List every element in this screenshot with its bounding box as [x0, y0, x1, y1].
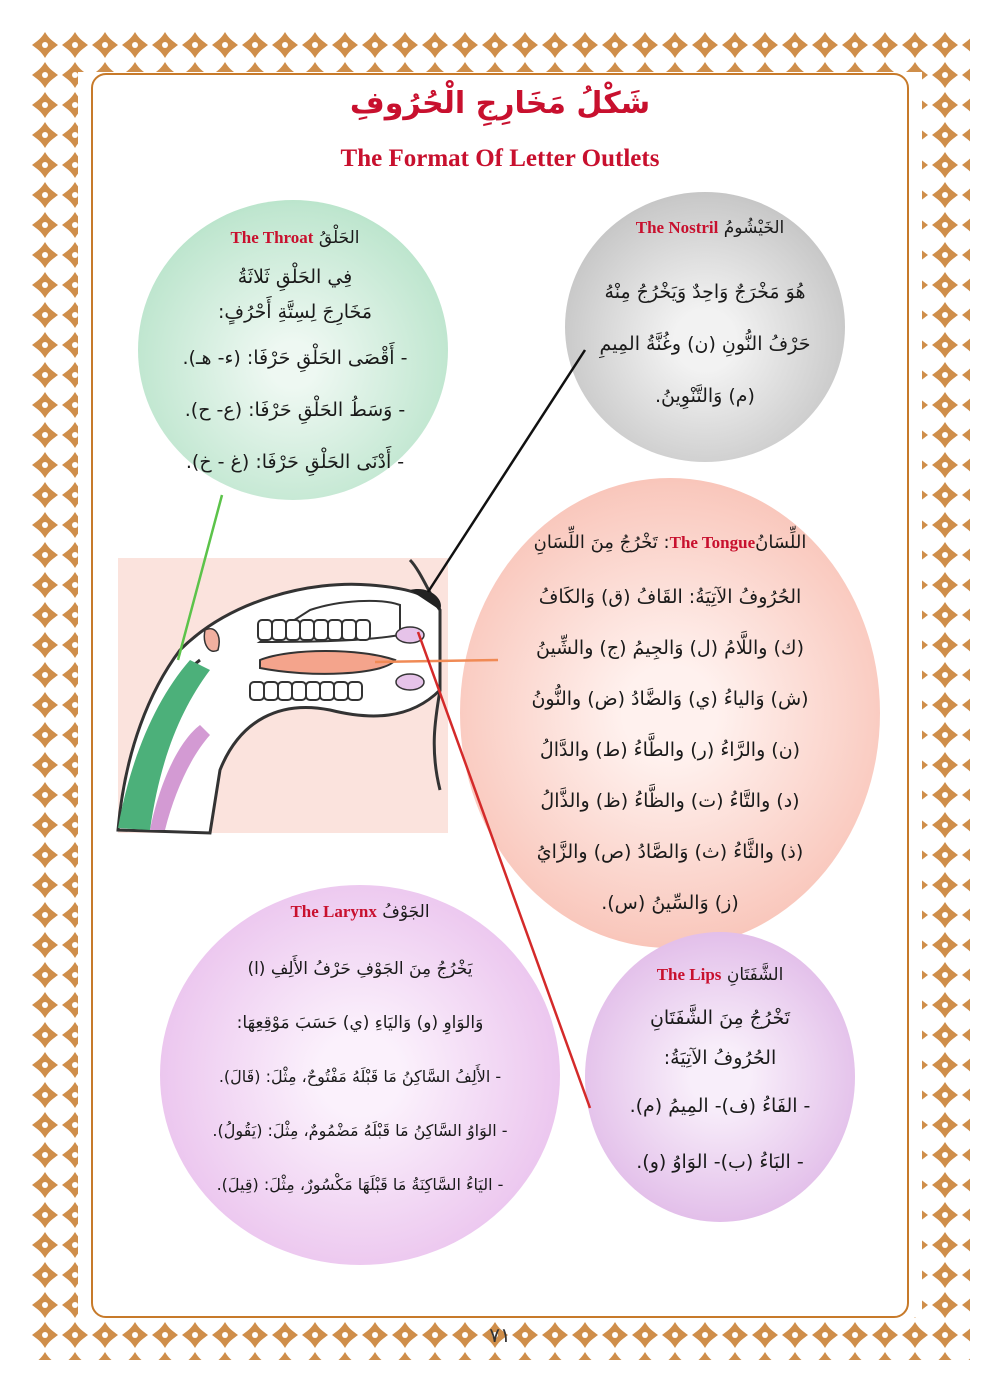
tongue-line: (ذ) والثَّاءُ (ث) وَالصَّادُ (ص) والزَّايُ [536, 841, 804, 863]
tongue-line: (د) والتَّاءُ (ت) والظَّاءُ (ظ) والذَّالُ [540, 790, 800, 812]
lips-line: - البَاءُ (ب)- الوَاوُ (و). [636, 1151, 804, 1173]
larynx-heading-arabic: الجَوْفُ [382, 902, 430, 922]
throat-text [150, 262, 440, 488]
larynx-text [170, 942, 550, 1212]
lips-heading [620, 965, 820, 985]
tongue-line: الحُرُوفُ الآتِيَةُ: القَافُ (ق) وَالكَافُ [538, 586, 802, 608]
page-title-arabic: شَكْلُ مَخَارِجِ الْحُرُوفِ [349, 86, 651, 121]
larynx-line: يَخْرُجُ مِنَ الجَوْفِ حَرْفُ الأَلِفِ (ا) [247, 959, 473, 979]
larynx-heading-english: The Larynx [290, 902, 377, 921]
tongue-line: (ش) وَالياءُ (ي) وَالضَّادُ (ض) والنُّونُ [531, 688, 809, 710]
tongue-line: (ك) واللَّامُ (ل) وَالجِيمُ (ج) والشِّينُ [535, 637, 805, 659]
lips-heading-arabic: الشَّفَتَانِ [726, 965, 784, 985]
nostril-text [580, 266, 830, 422]
tongue-heading [500, 532, 840, 553]
tongue-heading-english: The Tongue [669, 533, 756, 552]
throat-heading-english: The Throat [230, 228, 314, 247]
tongue-heading-intro: : تَخْرُجُ مِنَ اللِّسَانِ [533, 532, 670, 553]
throat-line: فِي الحَلْقِ ثَلاثَةُ [237, 266, 353, 288]
nostril-heading-english: The Nostril [635, 218, 719, 237]
throat-line: - وَسَطُ الحَلْقِ حَرْفَا: (ع- ح). [184, 399, 406, 421]
lips-heading-english: The Lips [656, 965, 722, 984]
tongue-text [490, 572, 850, 929]
nostril-heading [590, 218, 830, 238]
lips-line: الحُرُوفُ الآتِيَةُ: [663, 1047, 777, 1069]
nostril-connector [428, 350, 585, 592]
page-title-english: The Format Of Letter Outlets [340, 145, 660, 172]
tongue-heading-arabic: اللِّسَانُ [755, 532, 807, 553]
tongue-line: (ن) والرَّاءُ (ر) والطَّاءُ (ط) والدَّالُ [539, 739, 801, 761]
throat-line: - أَقْصَى الحَلْقِ حَرْفَا: (ء- هـ). [182, 347, 408, 369]
nostril-line: (م) وَالتَّنْوِينُ. [655, 385, 755, 407]
lips-text [605, 998, 835, 1190]
nostril-line: هُوَ مَخْرَجٌ وَاحِدٌ وَيَخْرُجُ مِنْهُ [604, 281, 806, 303]
throat-heading-arabic: الحَلْقُ [318, 228, 360, 248]
page-number: ٧١ [489, 1323, 511, 1347]
larynx-line: - الوَاوُ السَّاكِنُ مَا قَبْلَهُ مَضْمُومٌ، مِثْلَ: (يَقُولُ). [212, 1121, 508, 1140]
throat-heading [170, 228, 420, 248]
lips-line: تَخْرُجُ مِنَ الشَّفَتَانِ [649, 1007, 791, 1029]
nostril-heading-arabic: الخَيْشُومُ [723, 218, 785, 238]
larynx-line: - الأَلِفُ السَّاكِنُ مَا قَبْلَهُ مَفْتُوحٌ، مِثْلَ: (قَالَ). [218, 1067, 502, 1086]
tongue-connector [375, 660, 498, 662]
lips-line: - الفَاءُ (ف)- المِيمُ (م). [629, 1095, 811, 1117]
larynx-line: - اليَاءُ السَّاكِنَةُ مَا قَبْلَهَا مَكْسُورٌ، مِثْلَ: (قِيلَ). [216, 1175, 504, 1194]
tongue-line: (ز) وَالسِّينُ (س). [601, 892, 739, 914]
larynx-heading [230, 902, 490, 922]
nostril-line: حَرْفُ النُّونِ (ن) وغُنَّةُ المِيمِ [599, 333, 811, 355]
larynx-line: وَالوَاوِ (و) وَاليَاءِ (ي) حَسَبَ مَوْقِعِهَا: [236, 1013, 484, 1033]
throat-line: - أَدْنَى الحَلْقِ حَرْفَا: (غ - خ). [185, 451, 405, 473]
throat-line: مَخَارِجَ لِسِتَّةِ أَحْرُفٍ: [217, 301, 372, 323]
throat-connector [178, 495, 222, 660]
